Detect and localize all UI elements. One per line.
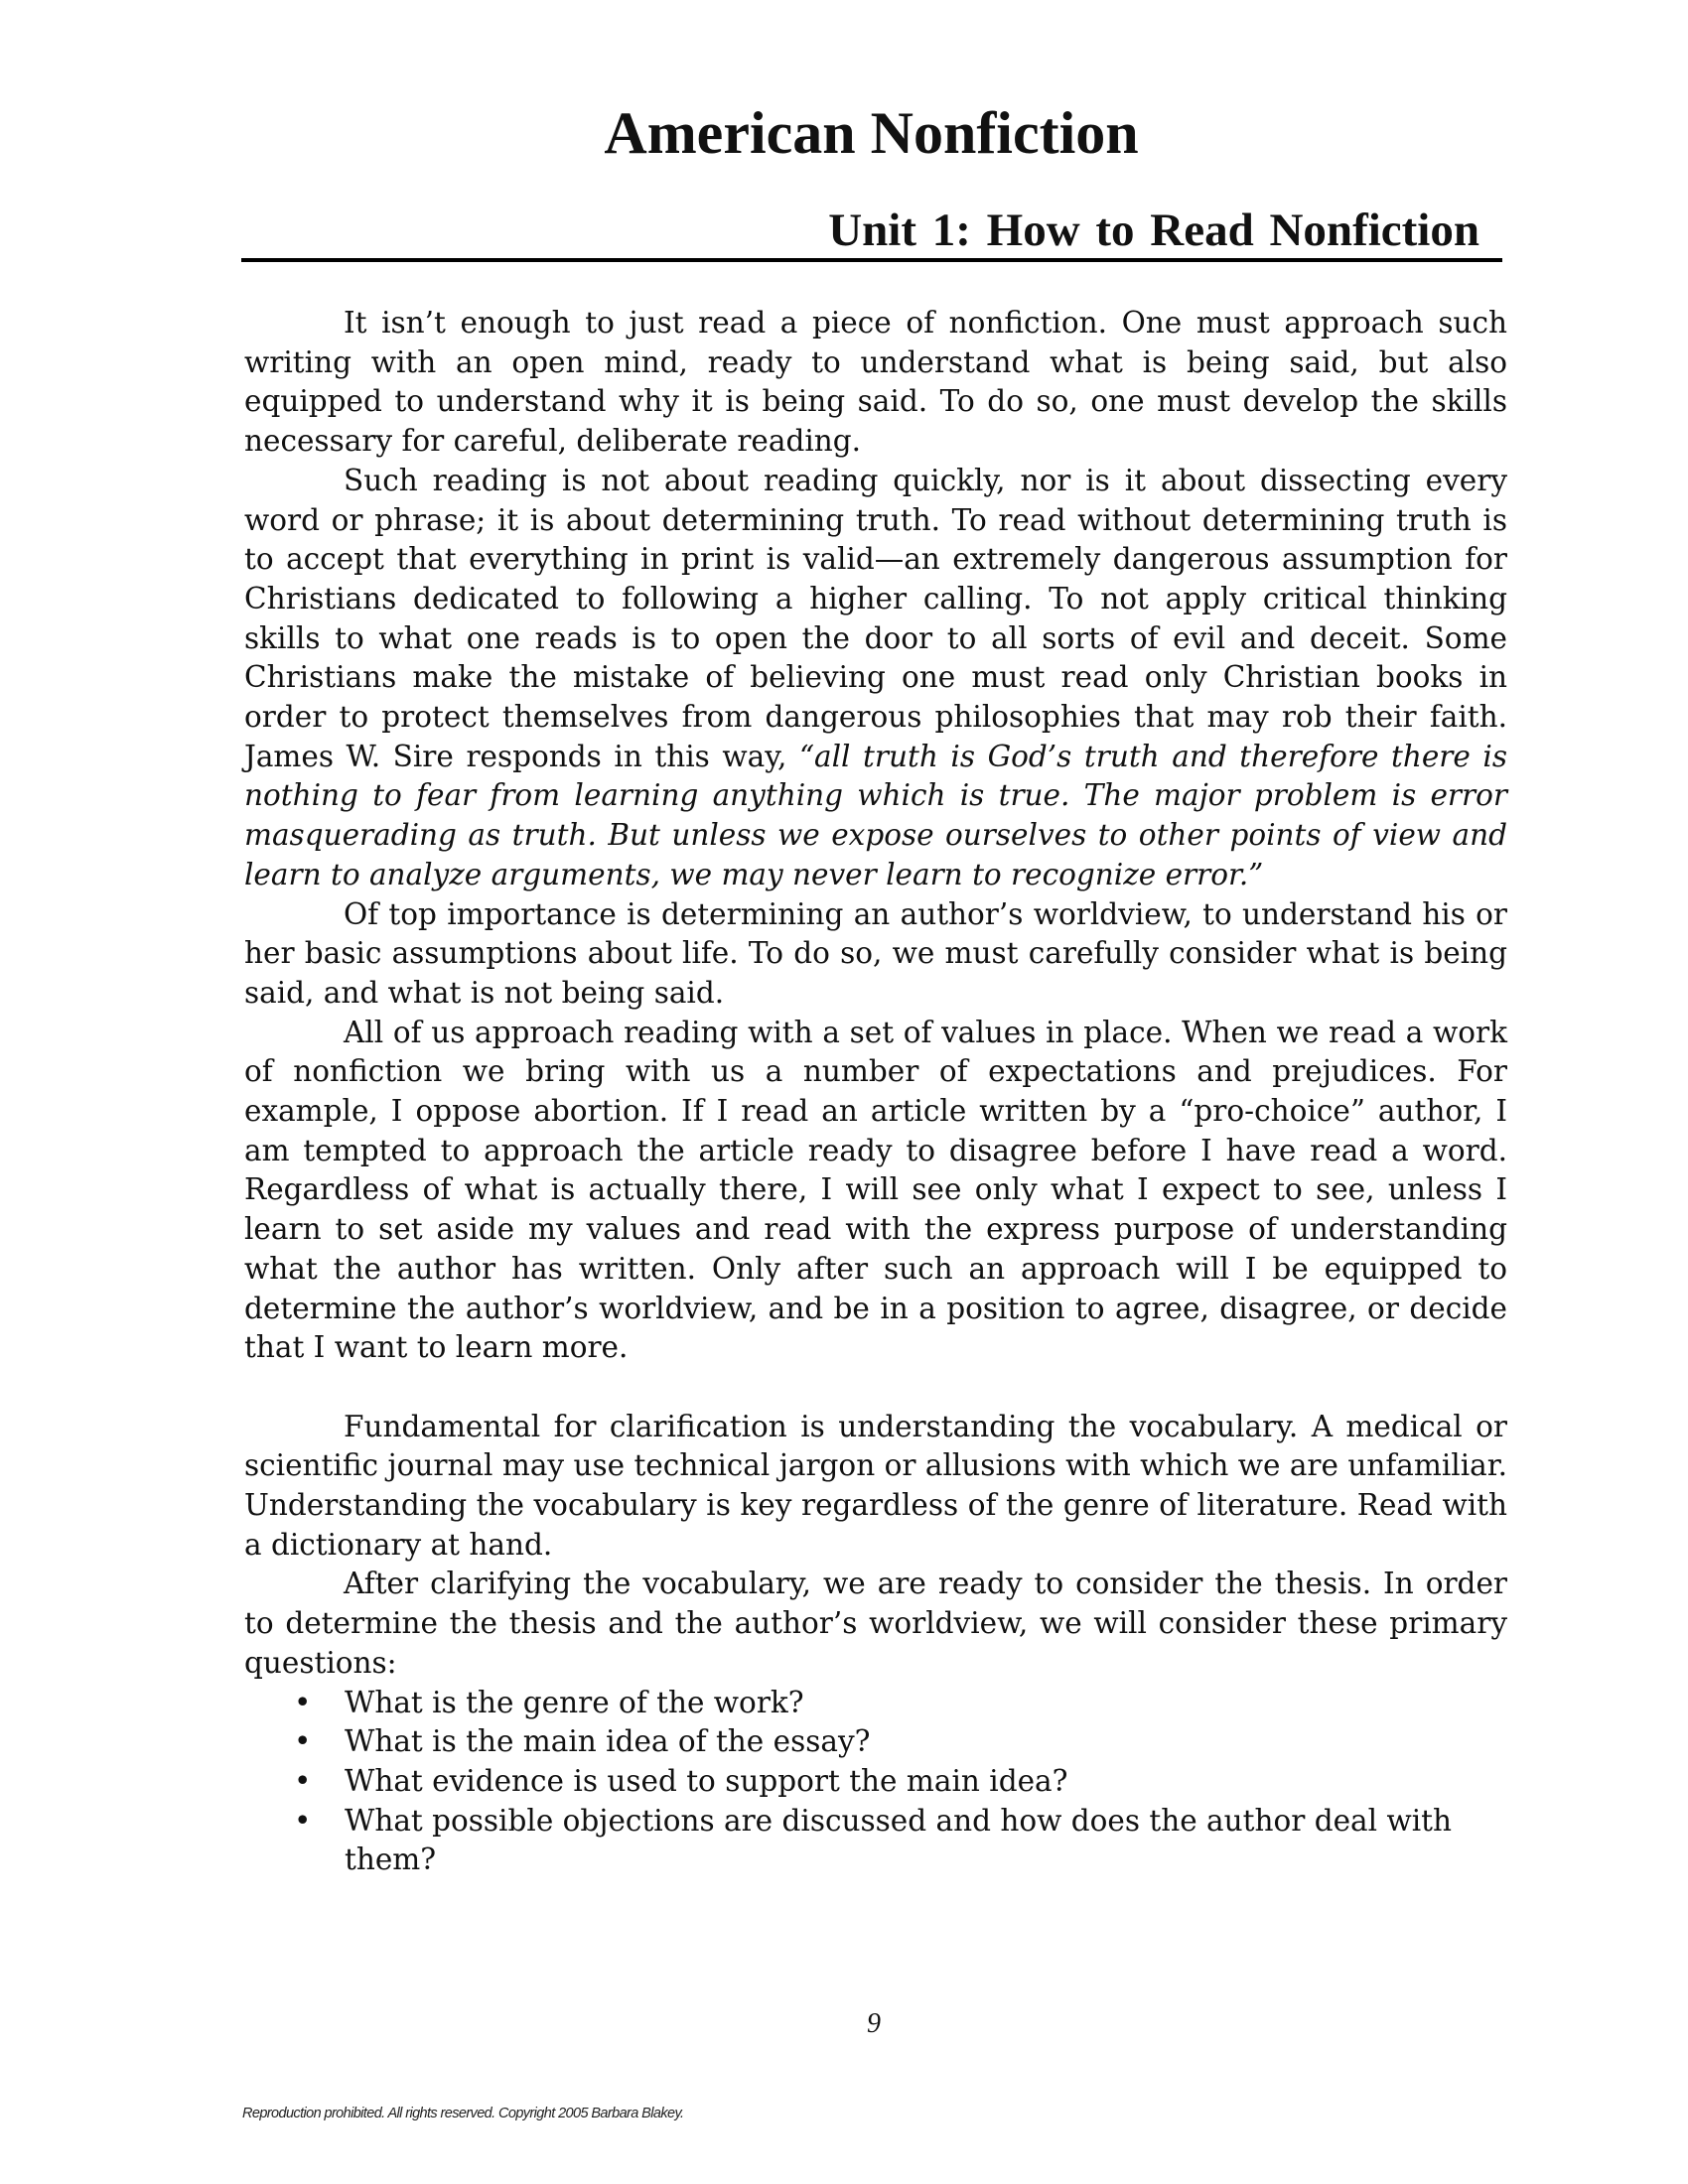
bullet-icon: •: [294, 1803, 312, 1838]
list-item-text: What evidence is used to support the main idea?: [345, 1764, 1068, 1798]
paragraph-4: All of us approach reading with a set of values in place. When we read a work of nonfiction we bring with us a number of expectations and prejudices. For example, I oppose abortion. If I read an article written by a “pro-choice” author, I am tempted to approach the article ready to disagree before I have read a word. Regardless of what is actually there, I will see only what I expect to see, unless I learn to set aside my values and read with the express purpose of understanding what the author has written. Only after such an approach will I be equipped to determine the author’s worldview, and be in a position to agree, disagree, or decide that I want to learn more.: [244, 1015, 1507, 1365]
list-item: [244, 1762, 1507, 1802]
list-item-text: What is the main idea of the essay?: [345, 1724, 871, 1759]
copyright-notice: Reproduction prohibited. All rights reserved. Copyright 2005 Barbara Blakey.: [242, 2106, 684, 2121]
paragraph-5: Fundamental for clarification is understanding the vocabulary. A medical or scientific journal may use technical jargon or allusions with which we are unfamiliar. Understanding the vocabulary is key regardless of the genre of literature. Read with a dictionary at hand.: [244, 1409, 1507, 1562]
unit-heading: Unit 1: How to Read Nonfiction: [828, 205, 1479, 256]
list-item-text: What is the genre of the work?: [345, 1685, 804, 1719]
paragraph-3: Of top importance is determining an author’s worldview, to understand his or her basic assumptions about life. To do so, we must carefully consider what is being said, and what is not being said.: [244, 896, 1507, 1010]
heading-rule: [241, 258, 1502, 262]
document-title: American Nonfiction: [604, 100, 1139, 166]
page-number: 9: [867, 2008, 881, 2039]
list-item-text: What possible objections are discussed and how does the author deal with them?: [345, 1803, 1452, 1877]
list-item: [244, 1684, 1507, 1723]
list-item: [244, 1802, 1507, 1880]
bullet-icon: •: [294, 1764, 312, 1798]
paragraph-1: It isn’t enough to just read a piece of nonfiction. One must approach such writing with an open mind, ready to understand what is being said, but also equipped to understand why it is being said. To do so, one must develop the skills necessary for careful, deliberate reading.: [244, 306, 1507, 459]
body-text: [244, 304, 1507, 1880]
paragraph-2: [244, 462, 1507, 895]
paragraph-6: After clarifying the vocabulary, we are ready to consider the thesis. In order to determine the thesis and the author’s worldview, we will consider these primary questions:: [244, 1567, 1507, 1680]
bullet-icon: •: [294, 1685, 312, 1719]
questions-list: [244, 1684, 1507, 1881]
bullet-icon: •: [294, 1724, 312, 1759]
list-item: [244, 1722, 1507, 1762]
paragraph-2-text: Such reading is not about reading quickly, nor is it about dissecting every word or phrase; it is about determining truth. To read without determining truth is to accept that everything in print is valid—an extremely dangerous assumption for Christians dedicated to following a higher calling. To not apply critical thinking skills to what one reads is to open the door to all sorts of evil and deceit. Some Christians make the mistake of believing one must read only Christian books in order to protect themselves from dangerous philosophies that may rob their faith. James W. Sire responds in this way,: [244, 463, 1507, 773]
sire-quote: “all truth is God’s truth and therefore there is nothing to fear from learning anything which is true. The major problem is error masquerading as truth. But unless we expose ourselves to other points of view and learn to analyze arguments, we may never learn to recognize error.”: [244, 739, 1507, 891]
